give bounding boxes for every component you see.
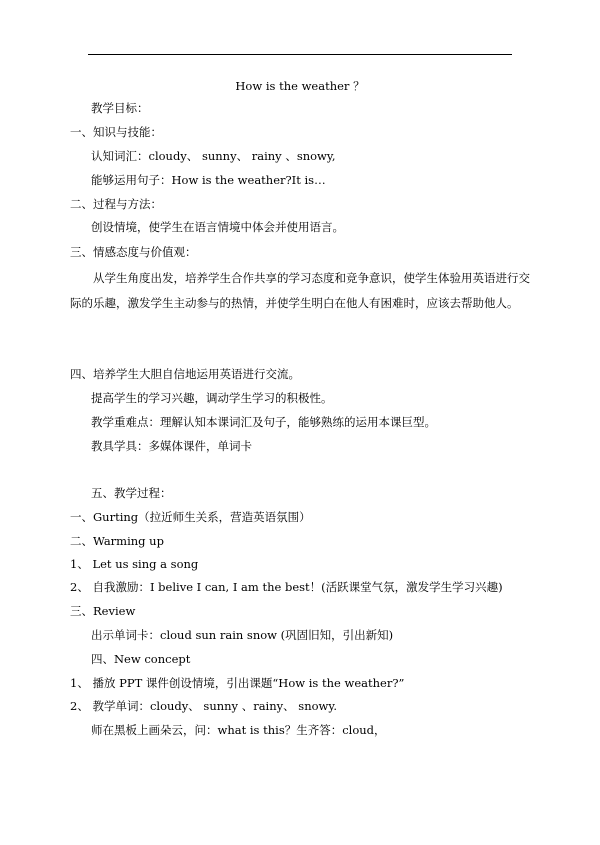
text-line: 2、 教学单词：cloudy、 sunny 、rainy、 snowy. xyxy=(70,699,337,713)
text-line: 教具学具：多媒体课件，单词卡 xyxy=(91,439,252,453)
section-heading: 四、培养学生大胆自信地运用英语进行交流。 xyxy=(70,367,300,381)
text-line: 二、Warming up xyxy=(70,534,164,548)
section-heading: 二、过程与方法： xyxy=(70,197,162,211)
section-heading: 三、情感态度与价值观： xyxy=(70,245,197,259)
text-line: 1、 Let us sing a song xyxy=(70,557,199,571)
text-line: 教学目标： xyxy=(91,101,149,115)
text-line: 四、New concept xyxy=(91,652,191,666)
text-line: 师在黑板上画朵云，问：what is this？生齐答：cloud， xyxy=(91,723,386,737)
text-line: 一、Gurting（拉近师生关系，营造英语氛围） xyxy=(70,510,311,524)
text-line: 创设情境，使学生在语言情境中体会并使用语言。 xyxy=(91,220,344,234)
text-line: 能够运用句子：How is the weather?It is… xyxy=(91,173,326,187)
text-line: 教学重难点：理解认知本课词汇及句子，能够熟练的运用本课巨型。 xyxy=(91,415,436,429)
text-line: 三、Review xyxy=(70,604,136,618)
paragraph: 从学生角度出发，培养学生合作共享的学习态度和竞争意识，使学生体验用英语进行交际的乐趣，激发学生主动参与的热情，并使学生明白在他人有困难时，应该去帮助他人。 xyxy=(70,271,530,310)
text-line: 提高学生的学习兴趣，调动学生学习的积极性。 xyxy=(91,391,333,405)
text-line: 1、 播放 PPT 课件创设情境，引出课题“How is the weather?” xyxy=(70,676,405,690)
text-line: 认知词汇：cloudy、 sunny、 rainy 、snowy, xyxy=(91,149,336,163)
text-line: 出示单词卡：cloud sun rain snow (巩固旧知，引出新知) xyxy=(91,628,394,642)
section-heading: 五、教学过程： xyxy=(91,486,172,500)
header-rule xyxy=(88,54,512,55)
section-heading: 一、知识与技能： xyxy=(70,125,162,139)
text-line: 2、 自我激励：I belive I can, I am the best！(活跃课堂气氛，激发学生学习兴趣) xyxy=(70,580,503,594)
page-title: How is the weather ？ xyxy=(235,79,365,93)
